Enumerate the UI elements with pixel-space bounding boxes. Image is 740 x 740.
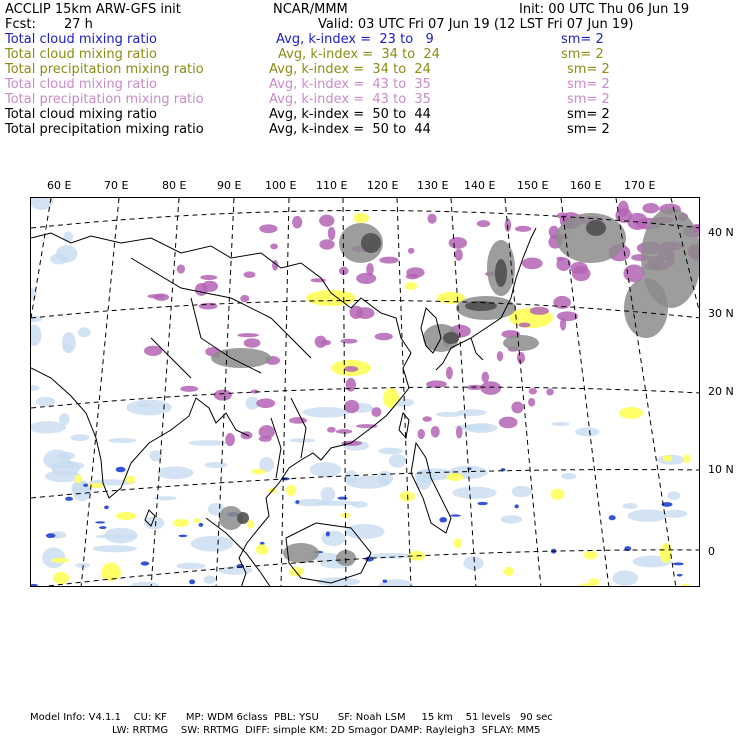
precip-patch-yellow <box>247 520 254 529</box>
map-canvas <box>31 198 700 587</box>
cloud-patch-purple <box>515 226 532 232</box>
longitude-label: 150 E <box>517 179 549 192</box>
cloud-patch-light-blue <box>289 438 315 442</box>
precip-patch-yellow <box>683 454 690 463</box>
cloud-patch-purple <box>572 266 591 281</box>
cloud-patch-light-blue <box>42 547 65 568</box>
cloud-patch-purple <box>202 281 218 292</box>
cloud-patch-light-blue <box>627 509 667 521</box>
legend-smoothing: sm= 2 <box>567 107 610 122</box>
cloud-patch-light-blue <box>108 438 136 443</box>
cloud-patch-blue <box>677 574 683 577</box>
cloud-patch-light-blue <box>389 454 407 467</box>
cloud-patch-purple <box>371 407 381 417</box>
precip-patch-yellow <box>53 572 69 584</box>
cloud-patch-light-blue <box>31 315 42 322</box>
cloud-patch-purple <box>422 416 431 421</box>
cloud-patch-blue <box>31 584 38 587</box>
longitude-label: 70 E <box>104 179 129 192</box>
meridian <box>451 198 476 587</box>
precip-patch-yellow <box>405 282 417 290</box>
cloud-patch-purple <box>292 216 302 229</box>
legend-field-name: Total precipitation mixing ratio <box>5 122 204 137</box>
cloud-patch-light-blue <box>72 481 91 502</box>
cloud-patch-purple <box>270 244 278 250</box>
legend-avg-range: Avg, k-index = 43 to 35 <box>269 92 431 107</box>
cloud-patch-light-blue <box>314 501 358 506</box>
cloud-patch-light-blue <box>667 491 680 500</box>
cloud-patch-dark-gray <box>443 332 459 344</box>
cloud-patch-light-blue <box>78 327 91 337</box>
cloud-patch-purple <box>449 237 467 249</box>
model-info-line-1: Model Info: V4.1.1 CU: KF MP: WDM 6class PBL: YSU SF: Noah LSM 15 km 51 levels 90 sec <box>30 712 553 723</box>
cloud-fields-layer <box>31 198 700 587</box>
cloud-patch-purple <box>346 378 356 392</box>
cloud-patch-blue <box>199 523 204 527</box>
precip-patch-yellow <box>75 475 82 484</box>
cloud-patch-purple <box>200 275 217 280</box>
legend-smoothing: sm= 2 <box>561 47 604 62</box>
meridian <box>31 198 51 318</box>
precip-patch-yellow <box>504 567 514 576</box>
precip-patch-yellow <box>194 518 201 523</box>
cloud-patch-purple <box>256 398 275 408</box>
cloud-patch-purple <box>225 433 235 446</box>
cloud-patch-light-blue <box>189 440 228 446</box>
legend-avg-range: Avg, k-index = 34 to 24 <box>269 62 431 77</box>
cloud-patch-purple <box>344 366 358 372</box>
longitude-label: 170 E <box>624 179 656 192</box>
cloud-patch-light-blue <box>501 515 523 523</box>
cloud-patch-light-blue <box>219 566 253 575</box>
legend-field-name: Total cloud mixing ratio <box>5 47 158 62</box>
precip-patch-yellow <box>399 491 415 501</box>
parallel <box>31 550 700 587</box>
precip-patch-yellow <box>116 512 136 520</box>
cloud-patch-light-blue <box>157 466 194 479</box>
cloud-patch-light-blue <box>31 324 42 346</box>
cloud-patch-light-blue <box>204 576 216 584</box>
cloud-patch-light-blue <box>302 407 349 418</box>
cloud-patch-purple <box>499 417 518 429</box>
cloud-patch-purple <box>244 338 261 347</box>
cloud-patch-purple <box>529 388 537 394</box>
cloud-patch-light-blue <box>552 422 570 426</box>
precip-patch-yellow <box>126 476 135 484</box>
cloud-patch-blue <box>189 579 195 584</box>
cloud-patch-light-blue <box>321 487 336 502</box>
cloud-patch-purple <box>237 333 259 337</box>
weather-map <box>30 197 700 587</box>
cloud-patch-purple <box>289 417 307 424</box>
cloud-patch-light-blue <box>378 448 402 455</box>
cloud-patch-blue <box>439 517 447 522</box>
cloud-patch-purple <box>455 249 463 261</box>
precip-patch-yellow <box>681 584 690 587</box>
cloud-patch-light-blue <box>131 582 159 587</box>
cloud-patch-purple <box>259 436 272 442</box>
cloud-patch-light-blue <box>191 536 234 552</box>
cloud-patch-purple <box>327 427 336 433</box>
legend-smoothing: sm= 2 <box>561 32 604 47</box>
cloud-patch-purple <box>528 398 535 407</box>
cloud-patch-blue <box>141 561 150 565</box>
cloud-patch-blue <box>382 579 387 582</box>
longitude-label: 160 E <box>570 179 602 192</box>
precip-patch-yellow <box>286 485 296 496</box>
precip-patch-yellow <box>660 543 672 563</box>
cloud-patch-light-blue <box>36 397 55 406</box>
cloud-patch-dark-gray <box>237 512 249 524</box>
cloud-patch-light-blue <box>104 528 137 544</box>
cloud-patch-purple <box>177 264 185 273</box>
cloud-patch-blue <box>672 562 683 565</box>
meridian <box>397 198 411 587</box>
init-time: Init: 00 UTC Thu 06 Jun 19 <box>519 2 690 17</box>
precip-patch-yellow <box>353 213 369 223</box>
precip-patch-yellow <box>454 538 462 548</box>
precip-patch-yellow <box>173 519 189 527</box>
cloud-patch-purple <box>244 271 256 278</box>
cloud-patch-purple <box>315 336 327 348</box>
cloud-patch-light-blue <box>321 531 345 546</box>
cloud-patch-purple <box>560 318 566 331</box>
precip-patch-yellow <box>103 563 119 573</box>
cloud-patch-blue <box>337 497 347 500</box>
longitude-label: 110 E <box>316 179 348 192</box>
longitude-label: 140 E <box>464 179 496 192</box>
forecast-label: Fcst: <box>5 17 36 32</box>
legend-avg-range: Avg, k-index = 43 to 35 <box>269 77 431 92</box>
cloud-patch-light-blue <box>575 427 599 436</box>
cloud-patch-purple <box>546 388 554 395</box>
cloud-patch-purple <box>259 224 277 233</box>
cloud-patch-purple <box>446 367 453 380</box>
cloud-patch-light-blue <box>663 510 687 518</box>
precip-patch-yellow <box>589 578 600 586</box>
longitude-label: 100 E <box>265 179 297 192</box>
cloud-patch-light-blue <box>93 545 137 552</box>
meridian <box>281 198 289 587</box>
cloud-patch-purple <box>336 429 353 434</box>
precip-patch-yellow <box>88 483 104 488</box>
cloud-patch-purple <box>147 294 164 298</box>
cloud-patch-light-blue <box>137 403 152 407</box>
cloud-patch-blue <box>65 497 73 501</box>
precip-patch-yellow <box>619 407 643 419</box>
cloud-patch-purple <box>511 401 523 413</box>
legend-smoothing: sm= 2 <box>567 92 610 107</box>
cloud-patch-blue <box>326 531 330 536</box>
cloud-patch-blue <box>104 506 109 510</box>
cloud-patch-light-blue <box>63 231 73 242</box>
cloud-patch-light-blue <box>512 486 532 498</box>
cloud-patch-light-blue <box>310 462 341 477</box>
cloud-patch-purple <box>379 257 398 264</box>
cloud-patch-purple <box>553 296 571 309</box>
longitude-label: 90 E <box>217 179 242 192</box>
precip-patch-yellow <box>446 473 463 481</box>
precip-patch-yellow <box>51 558 69 563</box>
cloud-patch-light-blue <box>612 570 638 585</box>
cloud-patch-dark-gray <box>586 220 606 236</box>
cloud-patch-purple <box>556 257 570 271</box>
cloud-patch-light-blue <box>204 462 228 468</box>
legend-field-name: Total precipitation mixing ratio <box>5 92 204 107</box>
cloud-patch-purple <box>375 333 393 341</box>
cloud-patch-light-blue <box>31 198 53 210</box>
cloud-patch-light-blue <box>561 473 576 480</box>
cloud-patch-purple <box>482 372 490 383</box>
legend-avg-range: Avg, k-index = 23 to 9 <box>276 32 434 47</box>
latitude-label: 30 N <box>708 307 734 320</box>
legend-smoothing: sm= 2 <box>567 62 610 77</box>
precip-patch-yellow <box>383 388 399 408</box>
cloud-patch-purple <box>408 248 414 254</box>
cloud-patch-light-blue <box>126 400 172 416</box>
cloud-patch-blue <box>609 515 616 520</box>
cloud-patch-light-blue <box>153 496 176 500</box>
cloud-patch-light-blue <box>344 524 384 539</box>
cloud-patch-purple <box>328 227 336 240</box>
cloud-patch-purple <box>341 339 358 344</box>
cloud-patch-light-blue <box>56 245 78 262</box>
coastline-taiwan <box>399 413 409 438</box>
cloud-patch-blue <box>178 535 187 537</box>
cloud-patch-light-blue <box>436 412 463 417</box>
cloud-patch-purple <box>319 239 334 249</box>
longitude-label: 60 E <box>47 179 72 192</box>
cloud-patch-purple <box>431 426 440 438</box>
cloud-patch-purple <box>477 220 491 227</box>
latitude-label: 20 N <box>708 385 734 398</box>
cloud-patch-purple <box>517 352 525 364</box>
precip-patch-yellow <box>663 455 673 462</box>
cloud-patch-light-blue <box>176 563 205 570</box>
latitude-label: 40 N <box>708 226 734 239</box>
cloud-patch-blue <box>515 504 519 508</box>
model-info-line-2: LW: RRTMG SW: RRTMG DIFF: simple KM: 2D Smagor DAMP: Rayleigh3 SFLAY: MM5 <box>112 725 541 736</box>
cloud-patch-purple <box>344 400 359 413</box>
cloud-patch-light-blue <box>31 385 40 391</box>
latitude-label: 10 N <box>708 463 734 476</box>
legend-smoothing: sm= 2 <box>567 122 610 137</box>
precip-patch-yellow <box>252 469 266 474</box>
cloud-patch-purple <box>456 426 463 438</box>
precip-patch-yellow <box>289 567 304 577</box>
forecast-hours: 27 h <box>64 17 93 32</box>
cloud-patch-blue <box>116 467 126 472</box>
cloud-patch-purple <box>240 295 249 302</box>
cloud-patch-purple <box>406 267 424 278</box>
organization-label: NCAR/MMM <box>273 2 348 17</box>
legend-field-name: Total cloud mixing ratio <box>5 107 158 122</box>
legend-avg-range: Avg, k-index = 50 to 44 <box>269 122 431 137</box>
cloud-patch-light-blue <box>452 487 497 499</box>
cloud-patch-purple <box>530 307 549 315</box>
cloud-patch-purple <box>214 390 232 401</box>
cloud-patch-dark-gray <box>495 259 507 287</box>
legend-field-name: Total cloud mixing ratio <box>5 32 158 47</box>
legend-field-name: Total precipitation mixing ratio <box>5 62 204 77</box>
longitude-label: 130 E <box>417 179 449 192</box>
cloud-patch-purple <box>497 351 503 361</box>
longitude-label: 120 E <box>367 179 399 192</box>
cloud-patch-light-blue <box>463 556 483 570</box>
cloud-patch-blue <box>83 484 88 487</box>
precip-patch-yellow <box>256 544 269 555</box>
cloud-patch-blue <box>95 521 105 523</box>
cloud-patch-light-blue <box>59 413 69 425</box>
cloud-patch-light-blue <box>623 503 638 509</box>
cloud-patch-purple <box>180 386 198 392</box>
legend-avg-range: Avg, k-index = 50 to 44 <box>269 107 431 122</box>
cloud-patch-blue <box>295 500 299 504</box>
cloud-patch-blue <box>477 502 487 505</box>
valid-time: Valid: 03 UTC Fri 07 Jun 19 (12 LST Fri 07 Jun 19) <box>318 17 634 32</box>
legend-field-name: Total cloud mixing ratio <box>5 77 158 92</box>
cloud-patch-blue <box>450 514 461 516</box>
cloud-patch-purple <box>522 258 543 270</box>
legend-smoothing: sm= 2 <box>567 77 610 92</box>
precip-patch-yellow <box>551 489 565 500</box>
plot-title: ACCLIP 15km ARW-GFS init <box>5 2 181 17</box>
cloud-patch-blue <box>46 533 56 538</box>
cloud-patch-purple <box>557 311 578 321</box>
cloud-patch-purple <box>480 381 501 395</box>
cloud-patch-purple <box>418 429 425 439</box>
legend-avg-range: Avg, k-index = 34 to 24 <box>278 47 440 62</box>
cloud-patch-purple <box>356 273 376 284</box>
cloud-patch-gray <box>624 278 668 338</box>
cloud-patch-purple <box>319 215 334 227</box>
cloud-patch-light-blue <box>70 434 89 441</box>
cloud-patch-dark-gray <box>361 233 381 253</box>
cloud-patch-gray <box>503 335 539 351</box>
cloud-patch-purple <box>427 214 436 224</box>
precip-patch-yellow <box>583 551 597 560</box>
cloud-patch-purple <box>642 203 659 213</box>
cloud-patch-blue <box>99 526 106 529</box>
cloud-patch-light-blue <box>62 332 76 353</box>
latitude-label: 0 <box>708 545 715 558</box>
cloud-patch-light-blue <box>43 450 70 470</box>
longitude-label: 80 E <box>162 179 187 192</box>
cloud-patch-light-blue <box>346 476 390 489</box>
cloud-patch-purple <box>519 323 531 328</box>
